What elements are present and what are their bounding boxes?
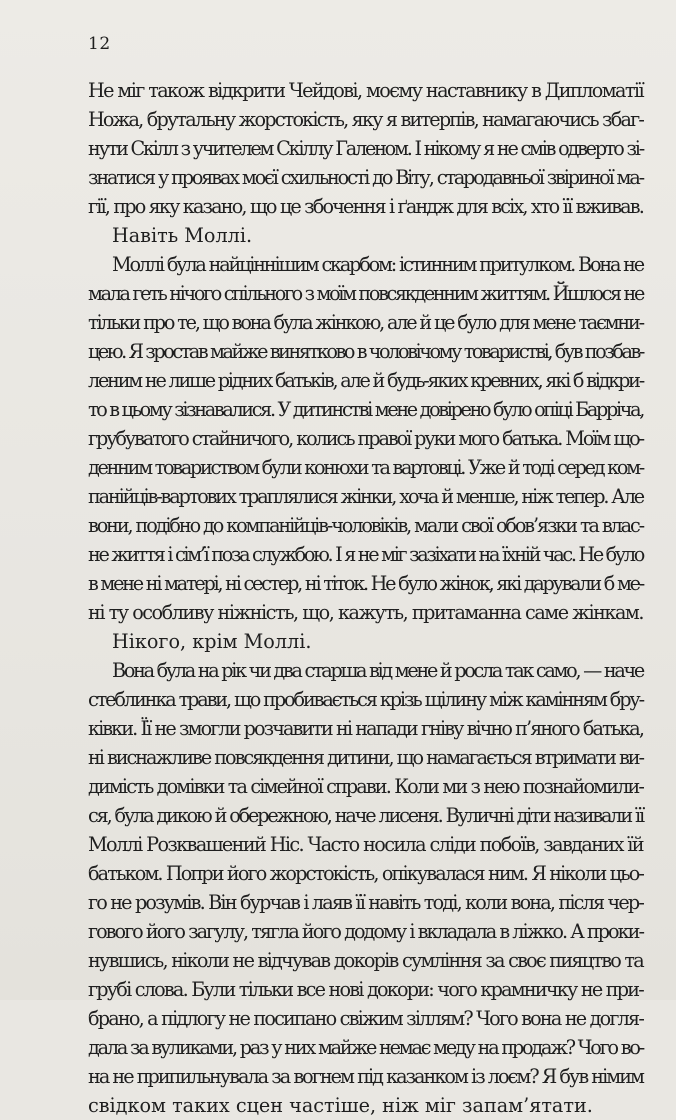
text-line: не життя і сім’ї поза службою. І я не міг зазіхати на їхній час. Не було [88,543,643,566]
text-line: ся, була дикою й обережною, наче лисеня. Вуличні діти називали її [88,804,643,827]
text-line: ні ту особливу ніжність, що, кажуть, притаманна саме жінкам. [88,601,643,624]
text-line: ківки. Її не змогли розчавити ні напади гніву вічно п’яного батька, [88,717,643,740]
text-line: леним не лише рідних батьків, але й будь-яких кревних, які б відкри- [88,369,643,392]
text-line: Нікого, крім Моллі. [112,630,312,653]
text-line: Не міг також відкрити Чейдові, моєму наставнику в Дипломатії [88,79,643,102]
text-line: грубі слова. Були тільки все нові докори: чого крамничку не при- [88,978,643,1001]
text-line: гії, про яку казано, що це збочення і ґандж для всіх, хто її вживав. [88,195,643,218]
text-line: ні виснажливе повсякдення дитини, що намагається втримати ви- [88,746,643,769]
page-number: 12 [88,34,111,54]
body-text [88,76,643,1120]
text-line: батьком. Попри його жорстокість, опікувалася ним. Я ніколи цьо- [88,862,643,885]
text-line: свідком таких сцен частіше, ніж міг запам’ятати. [88,1094,593,1117]
text-line: грубуватого стайничого, колись правої руки мого батька. Моїм що- [88,427,643,450]
text-line: панійців-вартових траплялися жінки, хоча й менше, ніж тепер. Але [88,485,643,508]
text-line: димість домівки та сімейної справи. Коли ми з нею познайомили- [88,775,643,798]
text-line: Ножа, брутальну жорстокість, яку я витерпів, намагаючись збаг- [88,108,643,131]
text-line: Моллі була найціннішим скарбом: істинним притулком. Вона не [112,253,643,276]
text-line: в мене ні матері, ні сестер, ні тіток. Не було жінок, які дарували б ме- [88,572,643,595]
text-line: тільки про те, що вона була жінкою, але й це було для мене таємни- [88,311,643,334]
text-line: нути Скілл з учителем Скіллу Галеном. І нікому я не смів одверто зі- [88,137,644,160]
text-line: то в цьому зізнавалися. У дитинстві мене довірено було опіці Барріча, [88,398,643,421]
text-line: дала за вуликами, раз у них майже немає меду на продаж? Чого во- [88,1036,643,1059]
text-line: го не розумів. Він бурчав і лаяв її навіть тоді, коли вона, після чер- [88,891,643,914]
text-line: Вона була на рік чи два старша від мене й росла так само, — наче [112,659,643,682]
text-line: цею. Я зростав майже винятково в чоловічому товаристві, був позбав- [88,340,643,363]
text-line: Моллі Розквашений Ніс. Часто носила сліди побоїв, завданих їй [88,833,643,856]
text-line: мала геть нічого спільного з моїм повсякденним життям. Йшлося не [88,282,643,305]
text-line: Навіть Моллі. [112,224,253,247]
text-line: вони, подібно до компанійців-чоловіків, мали свої обов’язки та влас- [88,514,643,537]
text-line: на не припильнувала за вогнем під казанком із лоєм? Я був німим [88,1065,643,1088]
text-line: денним товариством були конюхи та вартовці. Уже й тоді серед ком- [88,456,643,479]
text-line: гового його загулу, тягла його додому і вкладала в ліжко. А проки- [88,920,643,943]
text-line: знатися у проявах моєї схильності до Віту, стародавньої звіриної ма- [88,166,643,189]
text-line: стеблинка трави, що пробивається крізь щілину між камінням бру- [88,688,643,711]
text-line: брано, а підлогу не посипано свіжим зіллям? Чого вона не догля- [88,1007,643,1030]
text-line: нувшись, ніколи не відчував докорів сумління за своє пияцтво та [88,949,643,972]
